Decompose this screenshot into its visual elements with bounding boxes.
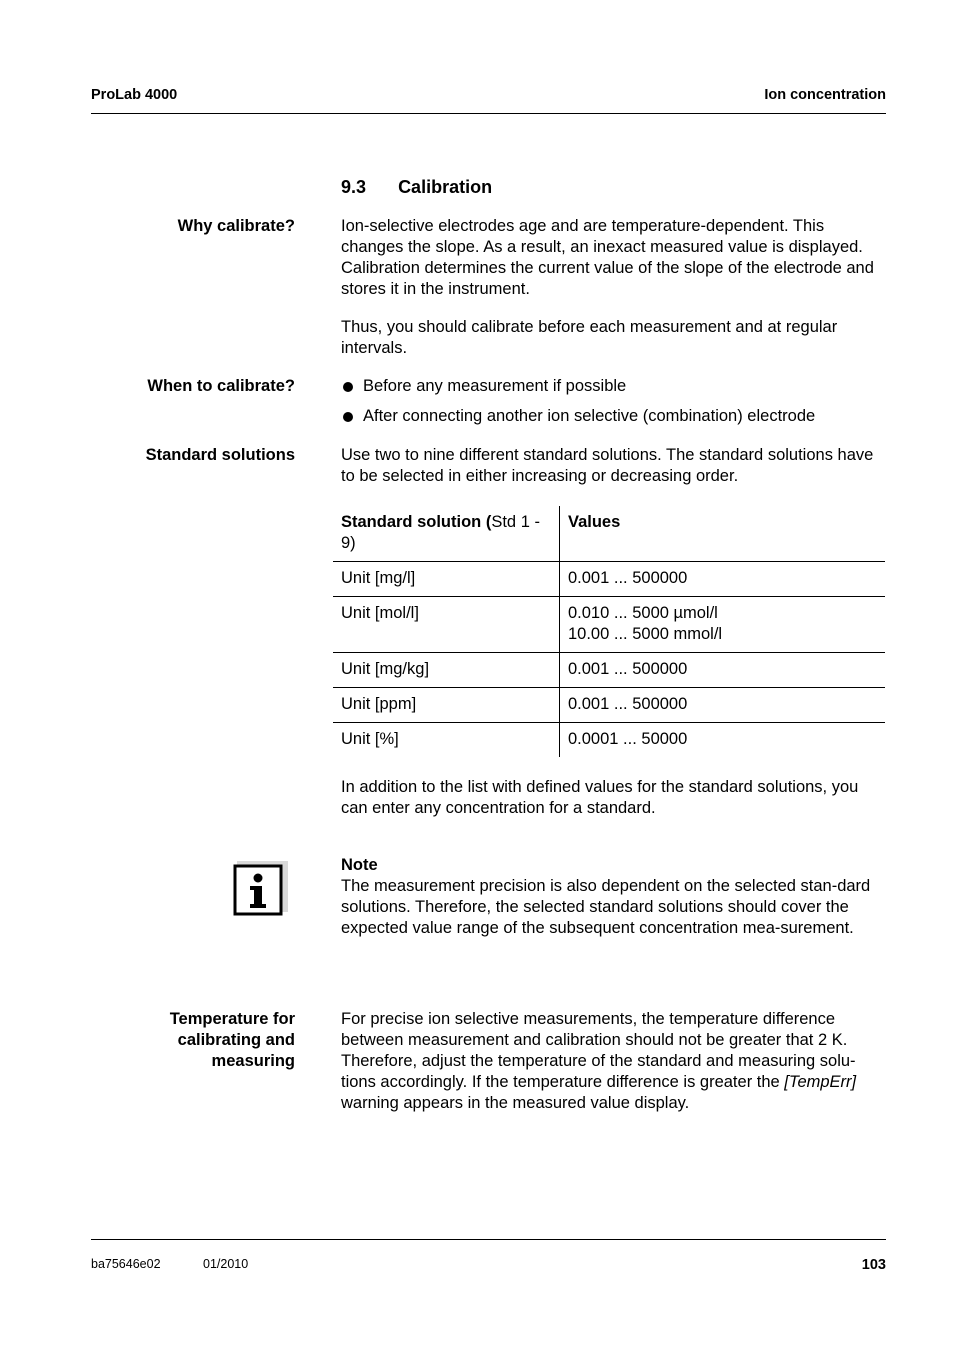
table-header-row [333,506,885,562]
table-row [333,688,885,723]
standard-solutions-table [333,506,885,757]
table-header-cell: Values [568,513,621,531]
table-row [333,597,885,653]
standard-after-text: In addition to the list with defined values for the standard solutions, you can enter any concentration for a standard. [341,778,859,817]
table-cell-value: 0.001 ... 500000 [560,562,886,597]
bullet-icon [343,412,353,422]
temperature-text: For precise ion selective measurements, the temperature difference between measurement and calibration should not be greater that 2 K. Therefore, adjust the temperature of the standard and measuring solu-tions accordingly. If the temperature difference is greater the [TempErr] warning appears in the measured value display. [341,1010,857,1112]
table-row [333,653,885,688]
table-cell-unit: Unit [mg/l] [333,562,560,597]
why-paragraph-1: Ion-selective electrodes age and are temperature-dependent. This changes the slope. As a result, an inexact measured value is displayed. Calibration determines the current value of the slope of the electrode and stores it in the instrument. [341,217,874,298]
table-cell-value: 0.010 ... 5000 µmol/l 10.00 ... 5000 mmol/l [560,597,886,653]
table-row [333,723,885,758]
header-product: ProLab 4000 [91,87,178,103]
standard-intro: Use two to nine different standard solutions. The standard solutions have to be selected in either increasing or decreasing order. [341,446,874,485]
footer-date: 01/2010 [203,1257,249,1271]
section-title: Calibration [398,177,493,197]
section-number: 9.3 [341,177,367,197]
info-icon [233,861,288,916]
table-header-cell: Standard solution (Std 1 - 9) [333,506,560,562]
standard-solutions-label: Standard solutions [145,446,295,464]
table-cell-unit: Unit [ppm] [333,688,560,723]
table-cell-value: 0.001 ... 500000 [560,688,886,723]
when-calibrate-label: When to calibrate? [147,377,295,395]
note-title: Note [341,856,378,874]
why-calibrate-label: Why calibrate? [177,217,295,235]
header-chapter: Ion concentration [764,87,886,103]
page-number: 103 [861,1257,886,1273]
table-cell-value: 0.001 ... 500000 [560,653,886,688]
table-cell-unit: Unit [mol/l] [333,597,560,653]
section-heading [341,177,492,198]
table-cell-unit: Unit [%] [333,723,560,758]
bullet-icon [343,382,353,392]
note-text: The measurement precision is also dependent on the selected stan-dard solutions. Therefore, the selected standard solutions should cover the expected value range of the subsequent concentration mea-surement. [341,877,871,937]
table-cell-value: 0.0001 ... 50000 [560,723,886,758]
footer-doc-id: ba75646e02 [91,1257,161,1271]
table-cell-unit: Unit [mg/kg] [333,653,560,688]
footer-rule [91,1239,886,1240]
table-row [333,562,885,597]
temperature-label: Temperature for calibrating and measuring [169,1010,295,1070]
header-rule [91,113,886,114]
why-paragraph-2: Thus, you should calibrate before each measurement and at regular intervals. [341,318,838,357]
